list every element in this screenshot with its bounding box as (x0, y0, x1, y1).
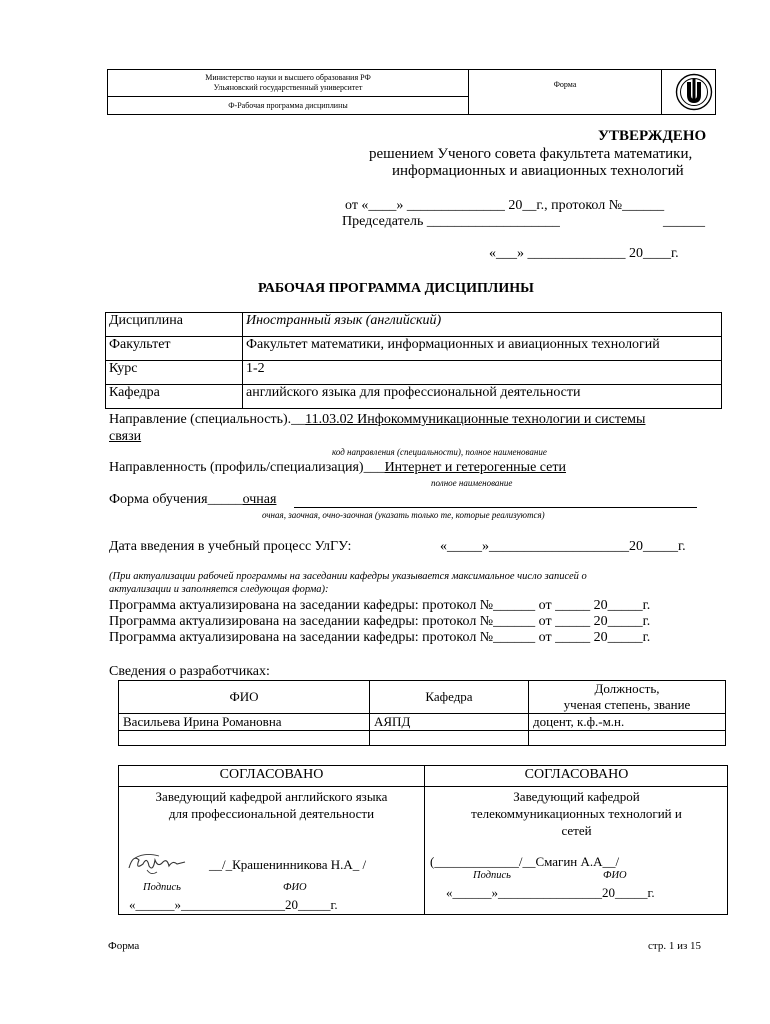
discipline-key: Дисциплина (106, 313, 243, 337)
university-text: Ульяновский государственный университет (213, 83, 363, 92)
direction-label: Направление (специальность) (109, 412, 288, 427)
department-value: английского языка для профессиональной деятельности (243, 385, 722, 409)
developers-table (118, 680, 726, 746)
chairman-line: Председатель ___________________ (342, 214, 560, 229)
approved-title: УТВЕРЖДЕНО (598, 128, 707, 144)
dev-empty-cell (370, 731, 529, 746)
agreed-right-sig-label: Подпись (473, 870, 511, 881)
agreed-divider-horizontal (119, 786, 727, 787)
agreed-table (118, 765, 728, 915)
study-form-note: очная, заочная, очно-заочная (указать только те, которые реализуются) (262, 510, 545, 520)
col-dept-header: Кафедра (370, 681, 529, 714)
profile-note: полное наименование (431, 478, 513, 488)
direction-row: Направление (специальность).__11.03.02 Инфокоммуникационные технологии и системы (109, 412, 646, 427)
update-note-2: актуализации и заполняется следующая форма): (109, 584, 329, 595)
agreed-right-role-2: телекоммуникационных технологий и (471, 806, 682, 821)
study-form-underline (294, 507, 697, 508)
col-pos-header (529, 681, 726, 714)
document-title: РАБОЧАЯ ПРОГРАММА ДИСЦИПЛИНЫ (258, 281, 534, 296)
agreed-right-fio-label: ФИО (603, 870, 627, 881)
table-row (106, 361, 722, 385)
developers-title: Сведения о разработчиках: (109, 664, 270, 679)
col-pos-line-2: ученая степень, звание (563, 697, 691, 712)
header-program-cell (108, 97, 469, 114)
header-ministry-cell (108, 70, 469, 97)
profile-value: Интернет и гетерогенные сети (384, 460, 567, 475)
agreed-right-sign: (_____________/__Смагин А.А__/ (430, 854, 620, 869)
dev-pos: доцент, к.ф.-м.н. (529, 714, 726, 731)
agreed-left-fio-label: ФИО (283, 882, 307, 893)
update-line-1: Программа актуализирована на заседании кафедры: протокол №______ от _____ 20_____г. (109, 598, 651, 613)
table-row (119, 731, 726, 746)
agreed-left-title: СОГЛАСОВАНО (219, 767, 324, 782)
university-logo (675, 73, 713, 111)
agreed-left-sig-label: Подпись (143, 882, 181, 893)
study-form-label: Форма обучения (109, 492, 208, 507)
update-note-1: (При актуализации рабочей программы на заседании кафедры указывается максимальное число записей о (109, 571, 587, 582)
update-line-3: Программа актуализирована на заседании кафедры: протокол №______ от _____ 20_____г. (109, 630, 651, 645)
program-label: Ф-Рабочая программа дисциплины (228, 101, 348, 110)
header-form-cell (469, 70, 662, 114)
agreed-right-date: «______»________________20_____г. (446, 885, 655, 900)
table-row (106, 313, 722, 337)
ministry-text: Министерство науки и высшего образования РФ (205, 73, 371, 82)
footer-page: стр. 1 из 15 (648, 940, 702, 952)
profile-row: Направленность (профиль/специализация)___Интернет и гетерогенные сети (109, 460, 567, 475)
header-table (107, 69, 716, 115)
agreed-left-sign: __/_Крашенинникова Н.А_ / (209, 857, 367, 872)
department-key: Кафедра (106, 385, 243, 409)
table-row (106, 337, 722, 361)
study-form-row: Форма обучения_____очная (109, 492, 277, 507)
intro-date-label: Дата введения в учебный процесс УлГУ: (109, 539, 352, 554)
discipline-value: Иностранный язык (английский) (243, 313, 722, 337)
faculty-key: Факультет (106, 337, 243, 361)
direction-value: 11.03.02 Инфокоммуникационные технологии и системы (305, 412, 646, 427)
agreed-left-date: «______»________________20_____г. (129, 897, 338, 912)
approved-line-1: решением Ученого совета факультета математики, (369, 146, 693, 162)
study-form-value: очная (242, 492, 277, 507)
agreed-left-role-1: Заведующий кафедрой английского языка (155, 789, 388, 804)
profile-label: Направленность (профиль/специализация) (109, 460, 364, 475)
dev-empty-cell (119, 731, 370, 746)
agreed-right-role-1: Заведующий кафедрой (513, 789, 640, 804)
table-row (106, 385, 722, 409)
dev-fio: Васильева Ирина Романовна (119, 714, 370, 731)
handwritten-signature (125, 848, 193, 880)
table-row (119, 714, 726, 731)
approved-date-line: от «____» ______________ 20__г., протокол №______ (345, 198, 665, 213)
direction-note: код направления (специальности), полное наименование (332, 447, 547, 457)
course-value: 1-2 (243, 361, 722, 385)
approved-line-2: информационных и авиационных технологий (392, 163, 684, 179)
col-pos-line-1: Должность, (594, 681, 660, 696)
course-key: Курс (106, 361, 243, 385)
discipline-table (105, 312, 722, 409)
approved-date-line-2: «___» ______________ 20____г. (489, 246, 679, 261)
table-header-row (119, 681, 726, 714)
faculty-value: Факультет математики, информационных и авиационных технологий (243, 337, 722, 361)
intro-date-value: «_____»____________________20_____г. (440, 539, 686, 554)
col-fio-header: ФИО (119, 681, 370, 714)
agreed-right-title: СОГЛАСОВАНО (524, 767, 629, 782)
dev-empty-cell (529, 731, 726, 746)
dev-dept: АЯПД (370, 714, 529, 731)
footer-form: Форма (108, 940, 140, 952)
form-label: Форма (553, 80, 577, 89)
agreed-left-role-2: для профессиональной деятельности (168, 806, 375, 821)
update-line-2: Программа актуализирована на заседании кафедры: протокол №______ от _____ 20_____г. (109, 614, 651, 629)
agreed-right-role-3: сетей (561, 823, 592, 838)
chairman-tail: ______ (663, 214, 705, 229)
direction-value-cont: связи (109, 429, 142, 444)
